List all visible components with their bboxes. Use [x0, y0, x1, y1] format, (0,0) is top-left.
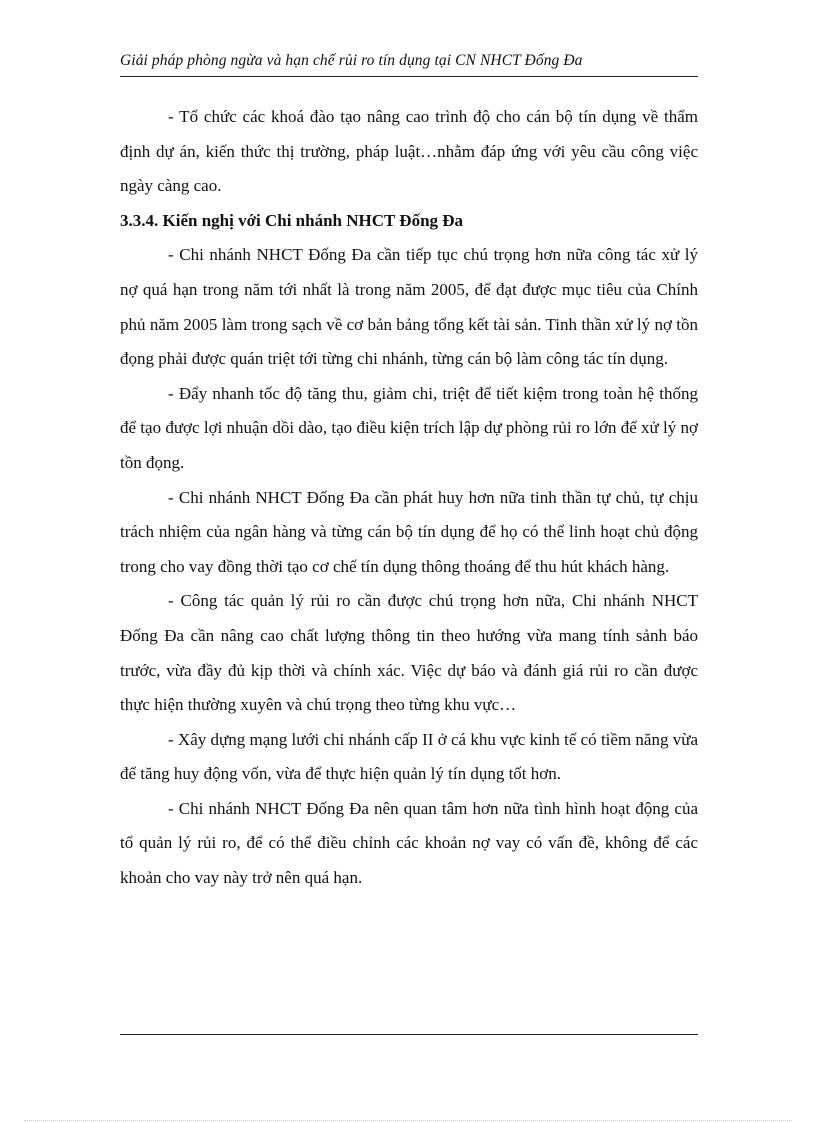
paragraph-branch-network: - Xây dựng mạng lưới chi nhánh cấp II ở cá khu vực kinh tế có tiềm năng vừa để tăng huy động vốn, vừa để thực hiện quản lý tín dụng tốt hơn. [120, 729, 698, 784]
paragraph-overdue-debt: - Chi nhánh NHCT Đống Đa cần tiếp tục chú trọng hơn nữa công tác xử lý nợ quá hạn trong năm tới nhất là trong năm 2005, để đạt được mục tiêu của Chính phủ năm 2005 làm trong sạch về cơ bản bảng tổng kết tài sản. Tinh thần xử lý nợ tồn đọng phải được quán triệt tới từng chi nhánh, từng cán bộ làm công tác tín dụng. [120, 245, 698, 369]
paragraph-revenue: - Đẩy nhanh tốc độ tăng thu, giảm chi, triệt để tiết kiệm trong toàn hệ thống để tạo được lợi nhuận dồi dào, tạo điều kiện trích lập dự phòng rủi ro lớn để xử lý nợ tồn đọng. [120, 383, 698, 472]
document-body [120, 100, 698, 896]
paragraph-risk-team: - Chi nhánh NHCT Đống Đa nên quan tâm hơn nữa tình hình hoạt động của tổ quản lý rủi ro, để có thể điều chỉnh các khoản nợ vay có vấn đề, không để các khoản cho vay này trở nên quá hạn. [120, 798, 698, 888]
page-edge-divider [24, 1120, 792, 1121]
section-heading: 3.3.4. Kiến nghị với Chi nhánh NHCT Đống Đa [120, 210, 464, 230]
footer-rule [120, 1034, 698, 1035]
running-header: Giải pháp phòng ngừa và hạn chế rủi ro tín dụng tại CN NHCT Đống Đa [120, 52, 583, 69]
paragraph-training: - Tổ chức các khoá đào tạo nâng cao trình độ cho cán bộ tín dụng về thẩm định dự án, kiến thức thị trường, pháp luật…nhằm đáp ứng với yêu cầu công việc ngày càng cao. [120, 107, 698, 196]
paragraph-risk-management: - Công tác quản lý rủi ro cần được chú trọng hơn nữa, Chi nhánh NHCT Đống Đa cần nâng cao chất lượng thông tin theo hướng vừa mang tính sảnh báo trước, vừa đầy đủ kịp thời và chính xác. Việc dự báo và đánh giá rủi ro cần được thực hiện thường xuyên và chú trọng theo từng khu vực… [120, 591, 698, 715]
paragraph-autonomy: - Chi nhánh NHCT Đống Đa cần phát huy hơn nữa tinh thần tự chủ, tự chịu trách nhiệm của ngân hàng và từng cán bộ tín dụng để họ có thể linh hoạt chủ động trong cho vay đồng thời tạo cơ chế tín dụng thông thoáng để thu hút khách hàng. [120, 487, 698, 576]
header-rule [120, 76, 698, 77]
